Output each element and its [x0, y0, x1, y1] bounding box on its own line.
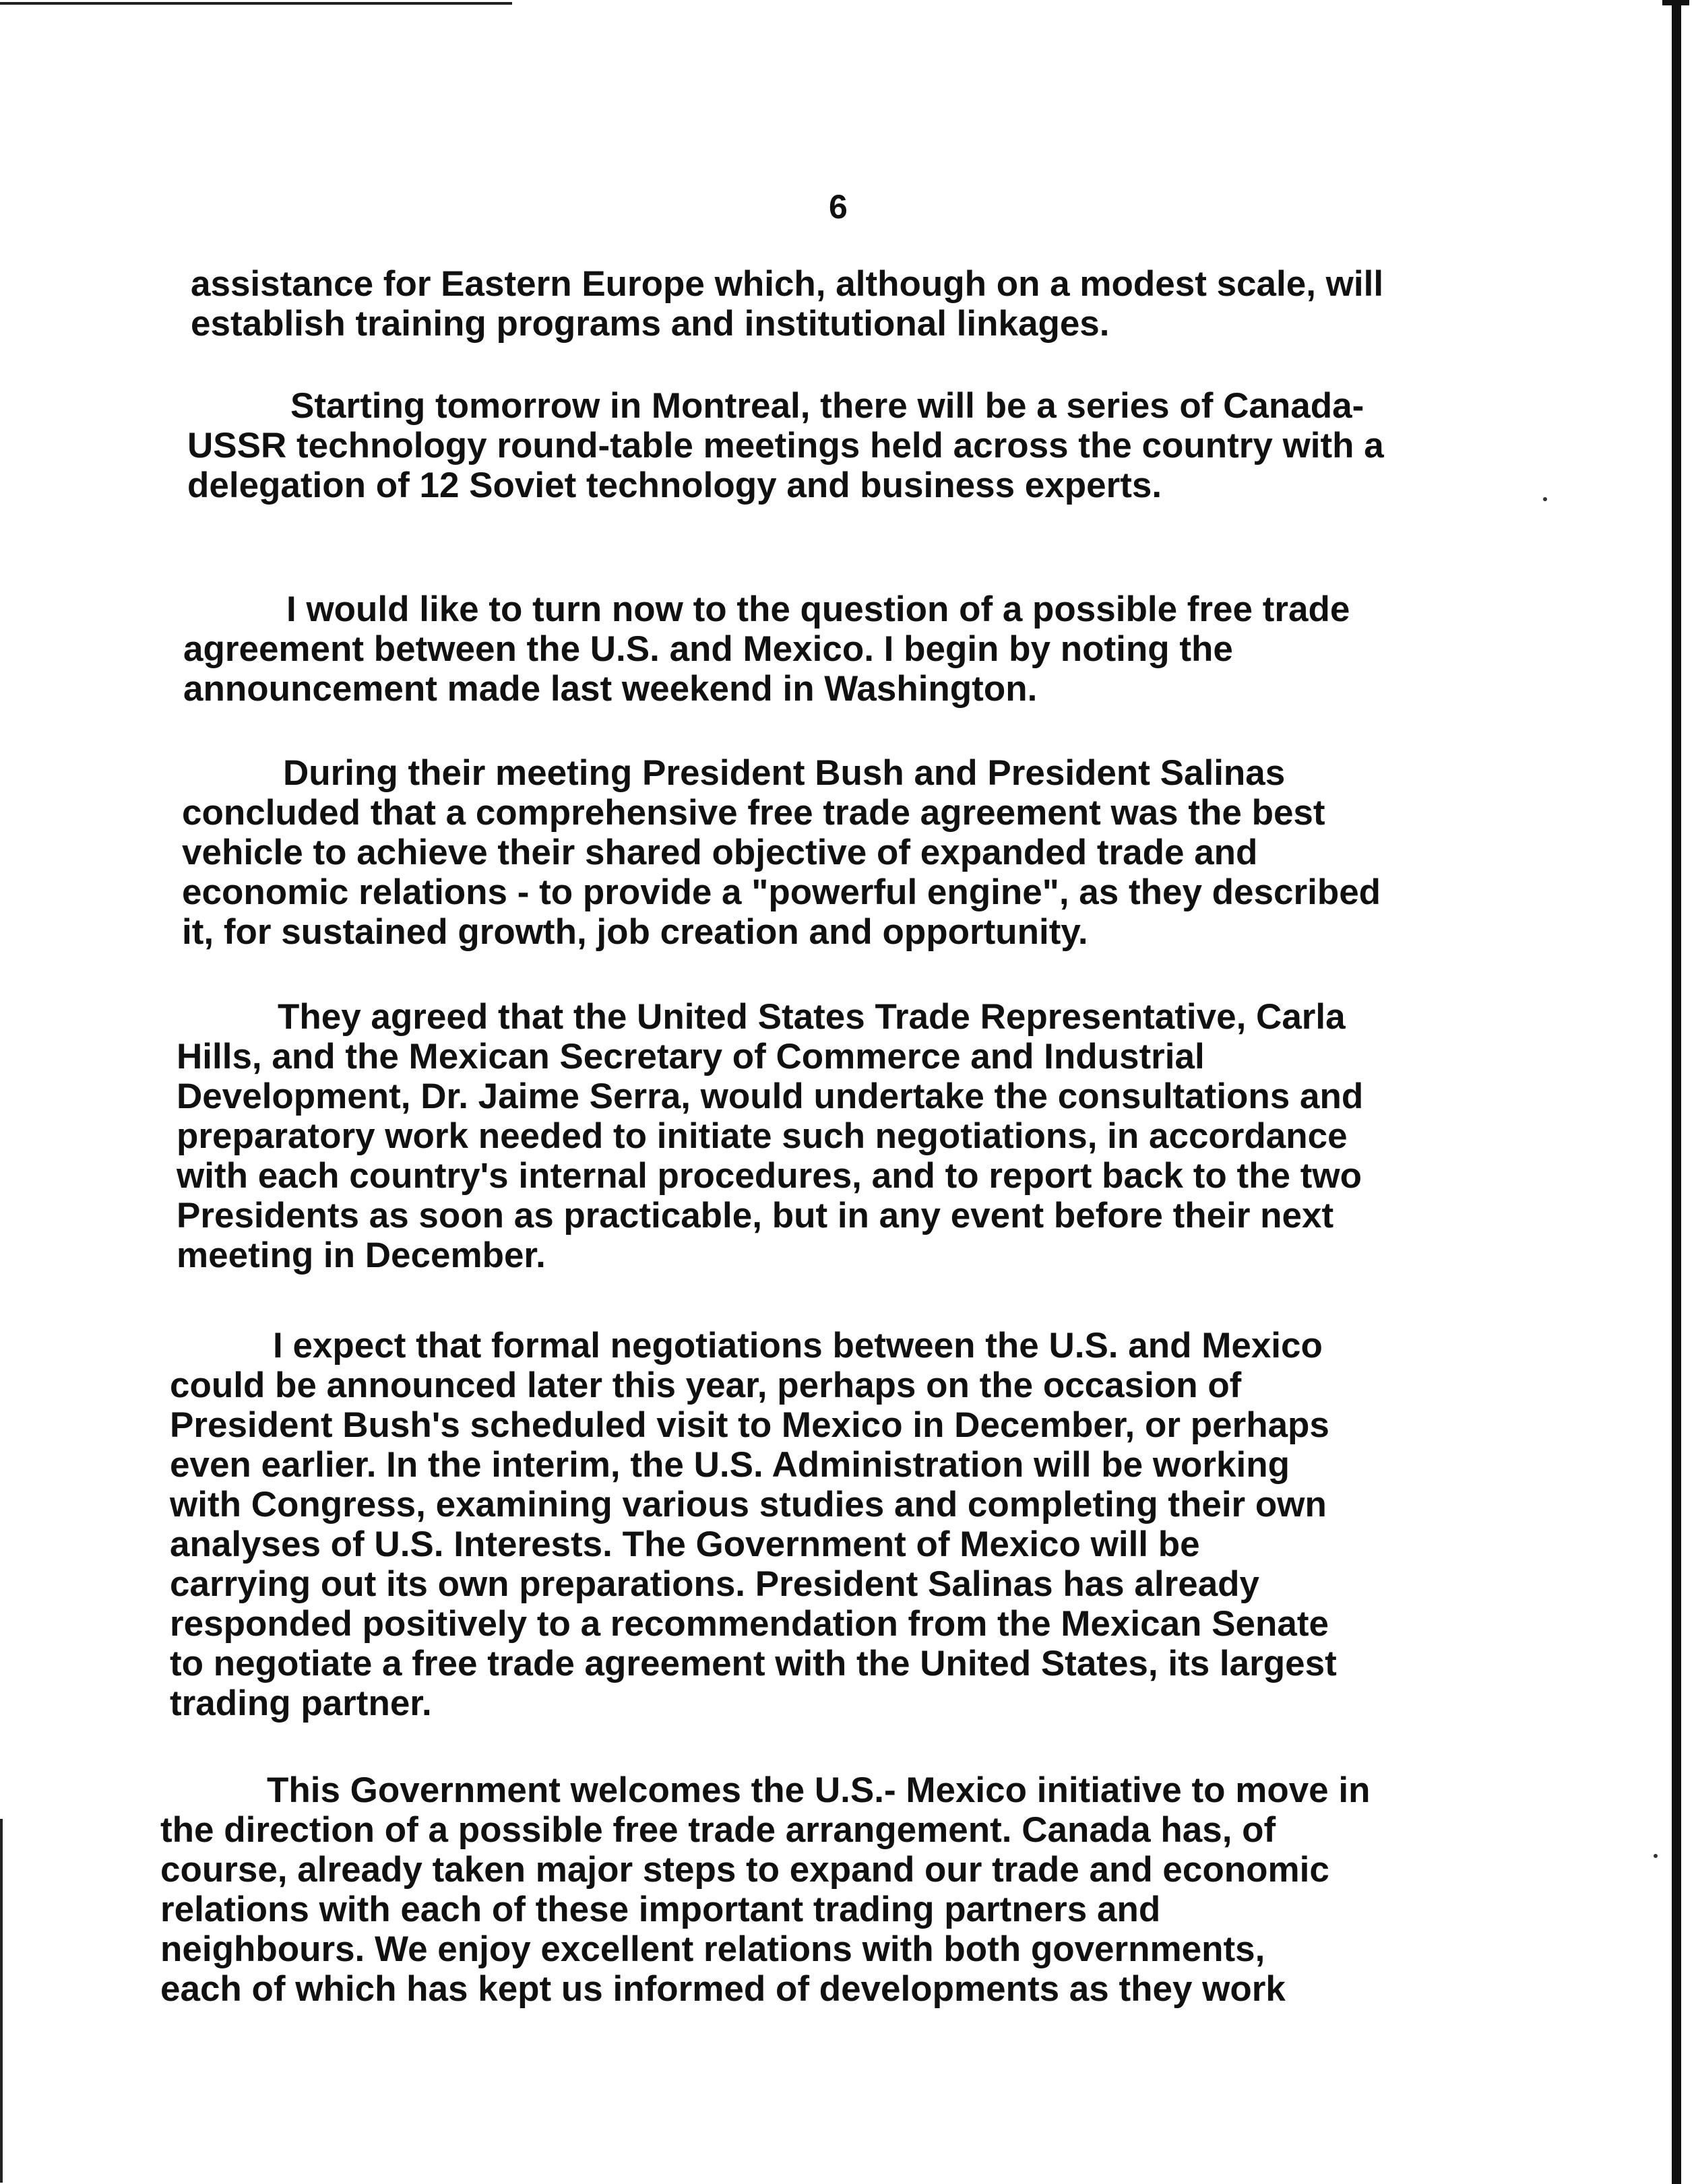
paragraph-line: analyses of U.S. Interests. The Government of Mexico will be — [170, 1524, 1200, 1564]
paragraph-line: carrying out its own preparations. President Salinas has already — [170, 1564, 1260, 1604]
paragraph-line: agreement between the U.S. and Mexico. I begin by noting the — [183, 629, 1233, 669]
paragraph-line: They agreed that the United States Trade Representative, Carla — [278, 997, 1346, 1037]
paragraph-line: Starting tomorrow in Montreal, there will be a series of Canada- — [290, 386, 1364, 426]
paragraph-line: This Government welcomes the U.S.- Mexico initiative to move in — [267, 1770, 1371, 1810]
paragraph-line: Hills, and the Mexican Secretary of Commerce and Industrial — [177, 1037, 1205, 1077]
paragraph-line: vehicle to achieve their shared objective of expanded trade and — [182, 833, 1258, 872]
paragraph-line: I expect that formal negotiations between the U.S. and Mexico — [273, 1326, 1323, 1366]
paragraph-1 — [191, 264, 1383, 344]
paragraph-line: with each country's internal procedures, and to report back to the two — [177, 1156, 1362, 1196]
paragraph-line: preparatory work needed to initiate such negotiations, in accordance — [177, 1116, 1348, 1156]
paragraph-line: responded positively to a recommendation from the Mexican Senate — [170, 1604, 1329, 1644]
paragraph-7 — [160, 1770, 1371, 2009]
paragraph-line: with Congress, examining various studies and completing their own — [170, 1485, 1327, 1524]
paragraph-line: concluded that a comprehensive free trade agreement was the best — [182, 793, 1325, 833]
paragraph-4 — [182, 753, 1381, 952]
paragraph-line: relations with each of these important trading partners and — [160, 1890, 1161, 1929]
paragraph-line: assistance for Eastern Europe which, although on a modest scale, will — [191, 264, 1384, 304]
paragraph-line: meeting in December. — [177, 1235, 546, 1275]
paragraph-5 — [177, 997, 1363, 1275]
paragraph-3 — [183, 589, 1350, 709]
paragraph-line: announcement made last weekend in Washington. — [183, 669, 1038, 709]
scan-top-rule — [0, 2, 512, 5]
scan-right-edge — [1672, 0, 1681, 2184]
paragraph-line: each of which has kept us informed of developments as they work — [160, 1969, 1286, 2009]
paragraph-line: it, for sustained growth, job creation and opportunity. — [182, 912, 1088, 952]
paragraph-line: During their meeting President Bush and President Salinas — [283, 753, 1286, 793]
paragraph-line: trading partner. — [170, 1683, 432, 1723]
paragraph-line: President Bush's scheduled visit to Mexico in December, or perhaps — [170, 1405, 1329, 1445]
paragraph-line: course, already taken major steps to expand our trade and economic — [160, 1850, 1329, 1890]
scan-speck — [1654, 1854, 1658, 1858]
paragraph-line: could be announced later this year, perhaps on the occasion of — [170, 1366, 1242, 1405]
paragraph-line: Presidents as soon as practicable, but in any event before their next — [177, 1196, 1334, 1235]
paragraph-line: Development, Dr. Jaime Serra, would undertake the consultations and — [177, 1077, 1364, 1116]
paragraph-line: the direction of a possible free trade arrangement. Canada has, of — [160, 1810, 1276, 1850]
paragraph-line: economic relations - to provide a "powerful engine", as they described — [182, 872, 1381, 912]
paragraph-line: to negotiate a free trade agreement with the United States, its largest — [170, 1644, 1337, 1683]
paragraph-line: establish training programs and institutional linkages. — [191, 304, 1110, 344]
paragraph-2 — [187, 386, 1384, 505]
paragraph-line: USSR technology round-table meetings held across the country with a — [187, 426, 1384, 465]
paragraph-line: even earlier. In the interim, the U.S. Administration will be working — [170, 1445, 1290, 1485]
paragraph-line: delegation of 12 Soviet technology and business experts. — [187, 465, 1162, 505]
paragraph-line: neighbours. We enjoy excellent relations with both governments, — [160, 1929, 1265, 1969]
page-number: 6 — [829, 188, 848, 226]
paragraph-6 — [170, 1326, 1337, 1723]
scan-speck — [1543, 497, 1547, 501]
scan-left-mark — [0, 1819, 3, 2183]
paragraph-line: I would like to turn now to the question of a possible free trade — [286, 589, 1350, 629]
